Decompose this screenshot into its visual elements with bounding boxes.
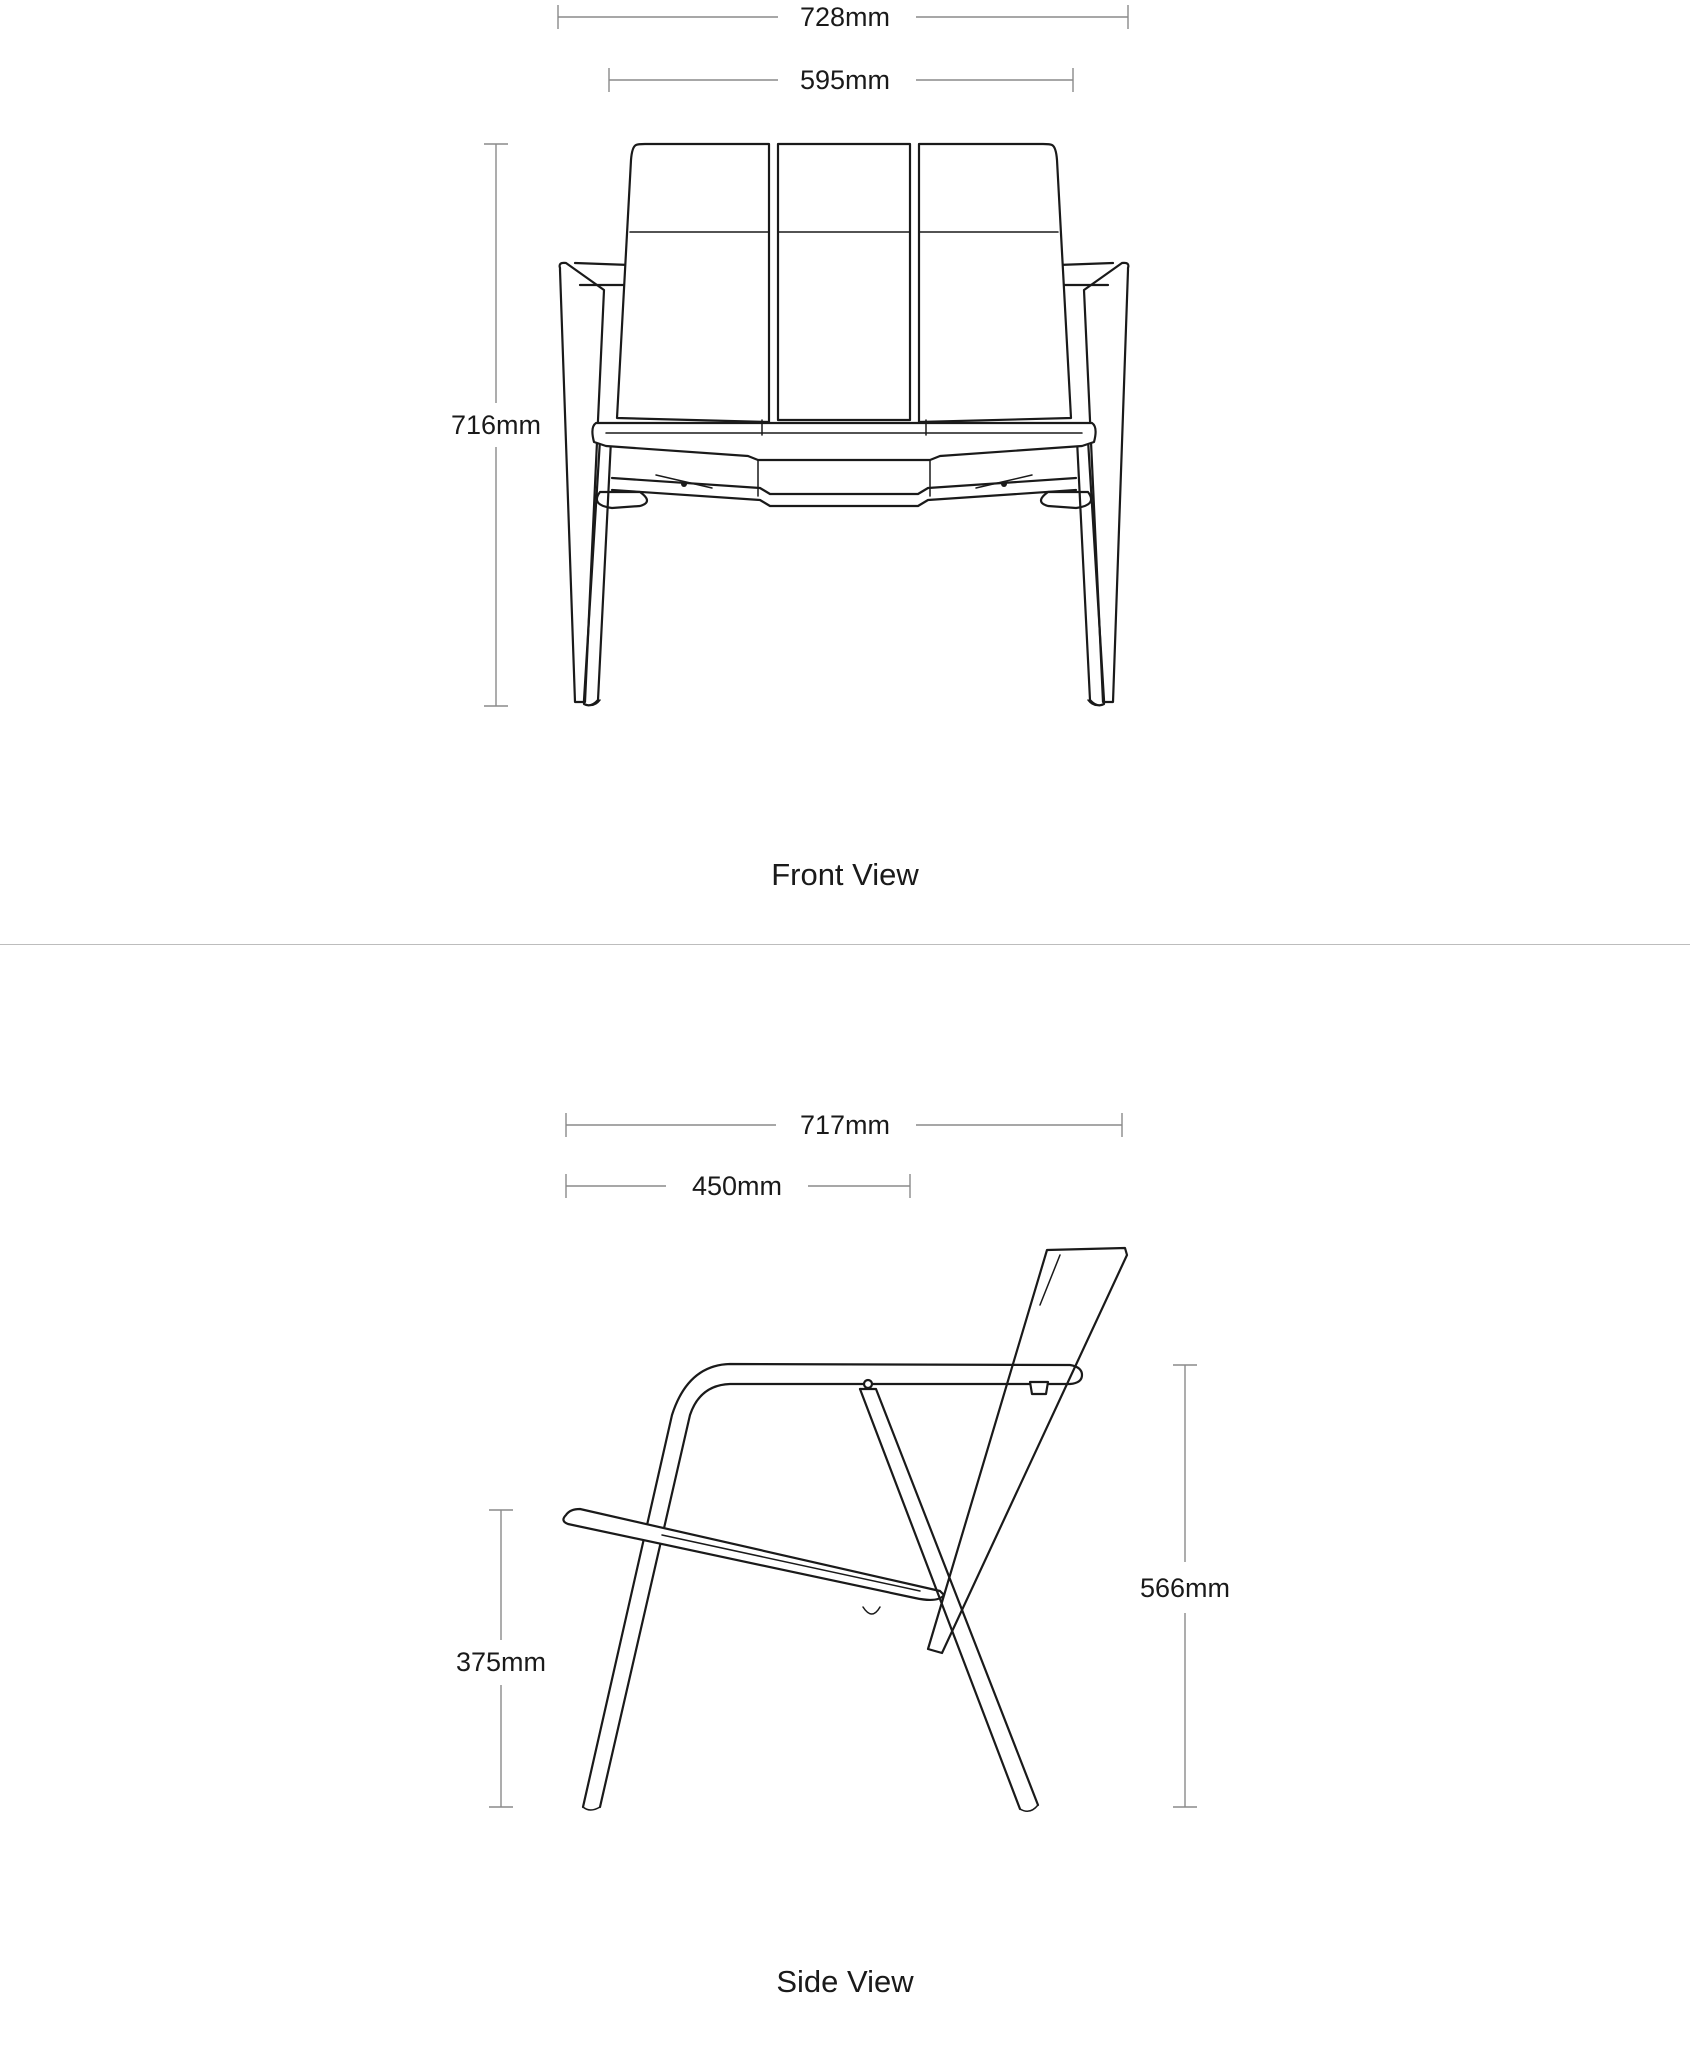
side-view-panel xyxy=(0,945,1690,2050)
side-view-drawing xyxy=(0,945,1690,2050)
front-view-panel xyxy=(0,0,1690,944)
overall-height-label: 716mm xyxy=(450,410,542,440)
chair-front-drawing xyxy=(560,144,1129,705)
seat-depth-label: 450mm xyxy=(691,1171,783,1201)
front-view-drawing xyxy=(0,0,1690,944)
front-view-caption: Front View xyxy=(771,857,919,892)
side-view-caption: Side View xyxy=(776,1964,914,1999)
arm-height-label: 566mm xyxy=(1139,1573,1231,1603)
chair-side-drawing xyxy=(563,1248,1127,1811)
overall-depth-label: 717mm xyxy=(799,1110,891,1140)
seat-height-label: 375mm xyxy=(455,1647,547,1677)
overall-width-label: 728mm xyxy=(799,2,891,32)
seat-width-label: 595mm xyxy=(799,65,891,95)
